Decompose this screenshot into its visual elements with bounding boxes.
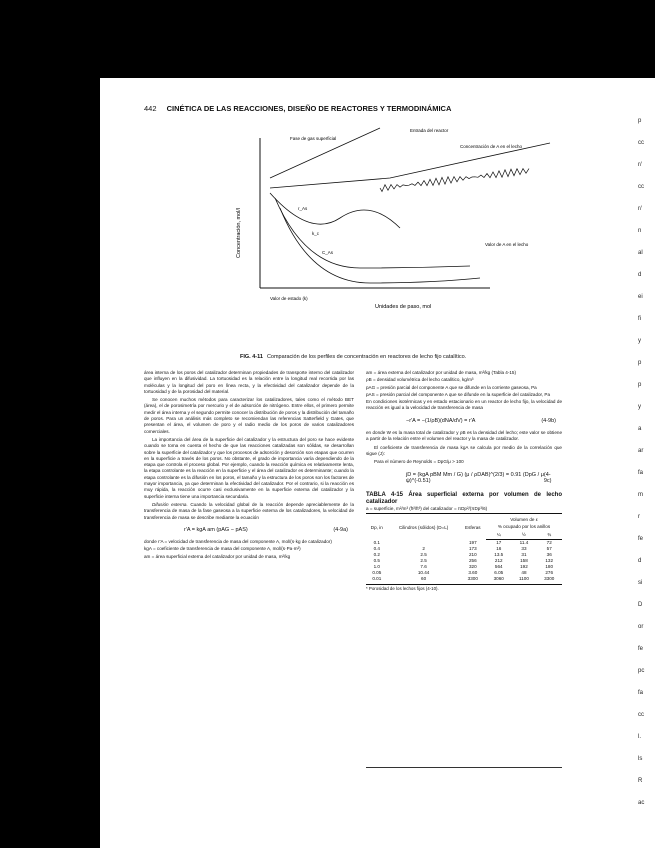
table-cell: 6.05 bbox=[494, 570, 504, 576]
table-row bbox=[366, 576, 562, 582]
right-paragraph-2: en donde W es la masa total de catalizador y ρB es la densidad del lecho; este valor se obtiene a partir de la relación entre el volumen del reactor y la masa de catalizador. bbox=[366, 430, 562, 442]
edge-letter: p bbox=[638, 360, 642, 366]
label-curve-c-as: C_As bbox=[322, 250, 334, 255]
edge-letter: cc bbox=[638, 184, 644, 190]
table-cell: 31 bbox=[521, 552, 527, 558]
equation-4-9c bbox=[366, 472, 562, 485]
table-cell: 0.2 bbox=[373, 552, 380, 558]
edge-letter: d bbox=[638, 558, 642, 564]
table-cell: 3300 bbox=[544, 576, 555, 582]
table-cell: 10.44 bbox=[417, 570, 430, 576]
table-cell: 72 bbox=[546, 540, 552, 546]
table-cell: 276 bbox=[545, 570, 554, 576]
right-paragraph-3: El coeficiente de transferencia de masa kgA se calcula por medio de la correlación que sigue (J): bbox=[366, 444, 562, 456]
table-cell: 564 bbox=[494, 564, 503, 570]
edge-letter: fe bbox=[638, 646, 644, 652]
label-curve-k-c: k_c bbox=[312, 231, 320, 236]
table-cell: 2.5 bbox=[420, 558, 427, 564]
table-footnote: * Porosidad de los lechos fijos (4-10). bbox=[366, 584, 562, 592]
external-diffusion-heading: Difusión externa. bbox=[152, 501, 188, 507]
scan-border-left bbox=[0, 0, 100, 848]
label-noise: Valor de A en el lecho bbox=[485, 242, 529, 247]
running-title: CINÉTICA DE LAS REACCIONES, DISEÑO DE REACTORES Y TERMODINÁMICA bbox=[166, 104, 452, 113]
table-cell: 180 bbox=[545, 564, 554, 570]
edge-letter: fa bbox=[638, 690, 644, 696]
edge-letter: si bbox=[638, 580, 643, 586]
table-header-quarter: ¼ bbox=[486, 531, 512, 540]
table-cell: 60 bbox=[421, 576, 427, 582]
book-page bbox=[100, 78, 655, 848]
page-number: 442 bbox=[144, 104, 157, 113]
edge-letter: cc bbox=[638, 712, 644, 718]
x-axis-label: Unidades de paso, mol bbox=[375, 304, 432, 310]
table-4-15-subtitle: a = superficie, m²/m³ (ft²/ft³) del catalizador = πDp²/(πDp³/6) bbox=[366, 506, 562, 514]
equation-4-9b-number: (4-9b) bbox=[541, 417, 556, 424]
table-cell: 192 bbox=[520, 564, 528, 570]
equation-4-9c-body: jD = (kgA pBM Mm / G) (μ / ρDAB)^(2/3) = 0.91 (DpG / μ ψ)^(-0.51) bbox=[406, 471, 544, 484]
page-bottom-rule bbox=[366, 767, 562, 768]
table-group-label: Volumen de ε bbox=[510, 517, 538, 523]
table-header-spheres: Esferas bbox=[465, 525, 481, 530]
equation-4-9a-number: (4-9a) bbox=[333, 526, 348, 533]
right-paragraph-4: Para el número de Reynolds = DpG/μ > 100 bbox=[374, 459, 464, 465]
edge-letter: r/ bbox=[638, 162, 642, 168]
table-body bbox=[366, 540, 562, 583]
table-header-group bbox=[486, 516, 562, 531]
edge-letter: ei bbox=[638, 294, 643, 300]
edge-letter: y bbox=[638, 404, 641, 410]
table-header-three-quarter: ¾ bbox=[536, 531, 562, 540]
table-cell: 7.6 bbox=[420, 564, 427, 570]
table-cell: 13.5 bbox=[494, 552, 504, 558]
edge-letter: cc bbox=[638, 140, 644, 146]
table-cell: 158 bbox=[520, 558, 528, 564]
edge-letter: a bbox=[638, 426, 642, 432]
table-cell: 48 bbox=[521, 570, 527, 576]
table-cell: 2 bbox=[422, 546, 425, 552]
table-cell: 132 bbox=[545, 558, 554, 564]
definition-item: am = área superficial externa del catalizador por unidad de masa, m²/kg bbox=[144, 553, 291, 559]
figure-caption-label: FIG. 4-11 bbox=[240, 354, 263, 360]
right-text-column bbox=[366, 370, 562, 593]
edge-letter: ls bbox=[638, 756, 643, 762]
running-header bbox=[144, 104, 544, 113]
curve-c-as bbox=[280, 208, 480, 283]
bed-concentration-line bbox=[270, 143, 550, 188]
definition-item: am = área externa del catalizador por unidad de masa, m²/kg (Tabla 4-15) bbox=[366, 370, 517, 375]
table-cell: 0.4 bbox=[373, 546, 380, 552]
table-cell: 210 bbox=[468, 552, 477, 558]
table-cell: 2.5 bbox=[420, 552, 427, 558]
edge-letter: n bbox=[638, 228, 642, 234]
definition-item: ρB = densidad volumétrica del lecho catalítico, kg/m³ bbox=[366, 377, 474, 383]
bed-noise-signal bbox=[380, 169, 529, 192]
label-curve-r-as: r_As bbox=[298, 206, 308, 211]
table-cell: 33 bbox=[521, 546, 527, 552]
label-base: Valor de estado (k) bbox=[270, 296, 308, 301]
equation-4-9c-number: (4-9c) bbox=[543, 471, 552, 484]
edge-letter: fa bbox=[638, 470, 644, 476]
table-group2-label: % ocupado por los anillos bbox=[497, 523, 551, 529]
definition-item: kgA = coeficiente de transferencia de masa del componente A, mol/(s·Pa·m²) bbox=[144, 546, 301, 552]
curve-r-as bbox=[270, 193, 400, 228]
left-text-column bbox=[144, 370, 354, 561]
definition-item: pAG = presión parcial del componente A que se difunde en la corriente gaseosa, Pa bbox=[366, 384, 537, 390]
edge-letter: r bbox=[638, 514, 640, 520]
table-cell: 1.0 bbox=[373, 564, 380, 570]
equation-4-9b bbox=[366, 418, 562, 424]
edge-letter: y bbox=[638, 338, 641, 344]
edge-letter: ar bbox=[638, 448, 644, 454]
table-cell: 3060 bbox=[493, 576, 504, 582]
edge-letter: p bbox=[638, 382, 642, 388]
y-axis-label: Concentración, mol/l bbox=[236, 207, 242, 258]
table-cell: 320 bbox=[468, 564, 477, 570]
edge-letter: al bbox=[638, 250, 643, 256]
table-cell: 0.1 bbox=[373, 540, 380, 546]
label-inlet: Entrada del reactor bbox=[410, 128, 449, 133]
left-paragraph-4 bbox=[144, 502, 354, 521]
edge-letter: r/ bbox=[638, 206, 642, 212]
table-4-15 bbox=[366, 516, 562, 582]
table-header-cylinders: Cilindros (sólidos) (D=L) bbox=[398, 525, 449, 530]
figure-caption-text: Comparación de los perfiles de concentración en reactores de lecho fijo catalítico. bbox=[266, 354, 467, 360]
table-cell: 36 bbox=[546, 552, 552, 558]
table-cell: 57 bbox=[546, 546, 552, 552]
edge-letter: or bbox=[638, 624, 644, 630]
right-definitions bbox=[366, 370, 562, 398]
definition-item: donde r′A = velocidad de transferencia de masa del componente A, mol/(s·kg de catalizador) bbox=[144, 539, 332, 545]
table-cell: 3300 bbox=[467, 576, 478, 582]
equation-4-9b-body: −r′A = −(1/ρB)(dNA/dV) = r′A bbox=[406, 417, 476, 424]
table-cell: 0.05 bbox=[372, 570, 382, 576]
table-cell: 212 bbox=[494, 558, 503, 564]
table-cell: 11.4 bbox=[519, 540, 529, 546]
table-header-half: ½ bbox=[512, 531, 537, 540]
edge-letter: m bbox=[638, 492, 643, 498]
edge-letter: D bbox=[638, 602, 643, 608]
table-cell: 256 bbox=[468, 558, 477, 564]
table-4-15-title: TABLA 4-15 Área superficial externa por volumen de lecho catalizador bbox=[366, 492, 562, 506]
edge-letter: fi bbox=[638, 316, 641, 322]
left-definitions bbox=[144, 539, 354, 560]
equation-4-9a bbox=[144, 527, 354, 533]
equation-4-9a-body: r′A = kgA am (pAG − pAS) bbox=[184, 526, 248, 533]
left-paragraph-3: La importancia del área de la superficie del catalizador y la estructura del poro se hace evidente cuando se toma en cuenta el hecho de que las reacciones catalizadas son sólidas, se desarrollan sobre la superficie del catalizador y que los procesos de adsorción y desorción son etapas que ocurren en la superficie a través de los poros. No obstante, el grado de importancia varía dependiendo de la etapa que controla el proceso global. Por ejemplo, cuando la reacción química es relativamente lenta, la etapa controlante es la reacción en la superficie y el área del catalizador es determinante; cuando la etapa controlante es la difusión en los poros, el tamaño y la estructura de los poros son los factores de mayor importancia, ya que determinan la efectividad del catalizador. Por el contrario, si la reacción es muy rápida, la reacción ocurre casi exclusivamente en la superficie externa del catalizador y la superficie interna tiene una importancia secundaria. bbox=[144, 436, 354, 499]
table-cell: 0.5 bbox=[373, 558, 380, 564]
definition-item: pAS = presión parcial del componente A que se difunde en la superficie del catalizador, Pa bbox=[366, 391, 550, 397]
table-cell: 197 bbox=[468, 540, 477, 546]
label-bed-concentration: Concentración de A en el lecho bbox=[460, 144, 523, 149]
edge-letter: pc bbox=[638, 668, 645, 674]
table-cell: 3.60 bbox=[468, 570, 478, 576]
right-paragraph-1: En condiciones isotérmicas y en estado estacionario en un reactor de lecho fijo, la velocidad de reacción es igual a la velocidad de transferencia de masa bbox=[366, 399, 562, 411]
concentration-profile-figure bbox=[230, 118, 560, 318]
label-outer-phase: Fase de gas superficial bbox=[290, 136, 337, 141]
left-paragraph-2: Se conocen muchos métodos para caracterizar los catalizadores, tales como el método BET (área), el de porosimetría por mercurio y el de adsorción de nitrógeno. Entre ellos, el primero permite medir el área interna y el segundo permite conocer la distribución de poros y la distribución del tamaño de poros. Para un análisis más completo se recomiendan las referencias Satterfield y Gates, que presentan el área, el volumen de poro y el radio medio de los poros de varios catalizadores comerciales. bbox=[144, 397, 354, 434]
table-cell: 1100 bbox=[519, 576, 529, 582]
edge-letter: R bbox=[638, 778, 643, 784]
left-paragraph-1: área interna de los poros del catalizador determinan propiedades de transporte interno del catalizador que influyen en la difusividad. La tortuosidad es la relación entre la longitud real recorrida por las moléculas y la longitud del poro en línea recta, y la efectividad del catalizador depende de la tortuosidad y de la porosidad del material. bbox=[144, 370, 354, 394]
table-cell: 0.01 bbox=[372, 576, 382, 582]
edge-letter: ac bbox=[638, 800, 645, 806]
edge-letter: p bbox=[638, 118, 642, 124]
table-header-dp: Dp, in bbox=[370, 525, 383, 530]
edge-letter: d bbox=[638, 272, 642, 278]
table-cell: 17 bbox=[496, 540, 502, 546]
edge-letter: l. bbox=[638, 734, 641, 740]
edge-letter: fe bbox=[638, 536, 644, 542]
table-cell: 173 bbox=[468, 546, 477, 552]
figure-caption bbox=[240, 354, 466, 360]
left-paragraph-4-text: Cuando la velocidad global de la reacción depende apreciablemente de la transferencia de masa de la fase gaseosa a la superficie externa de los catalizadores, la velocidad de transferencia de masa se describe mediante la ecuación bbox=[144, 501, 354, 520]
table-cell: 16 bbox=[496, 546, 502, 552]
